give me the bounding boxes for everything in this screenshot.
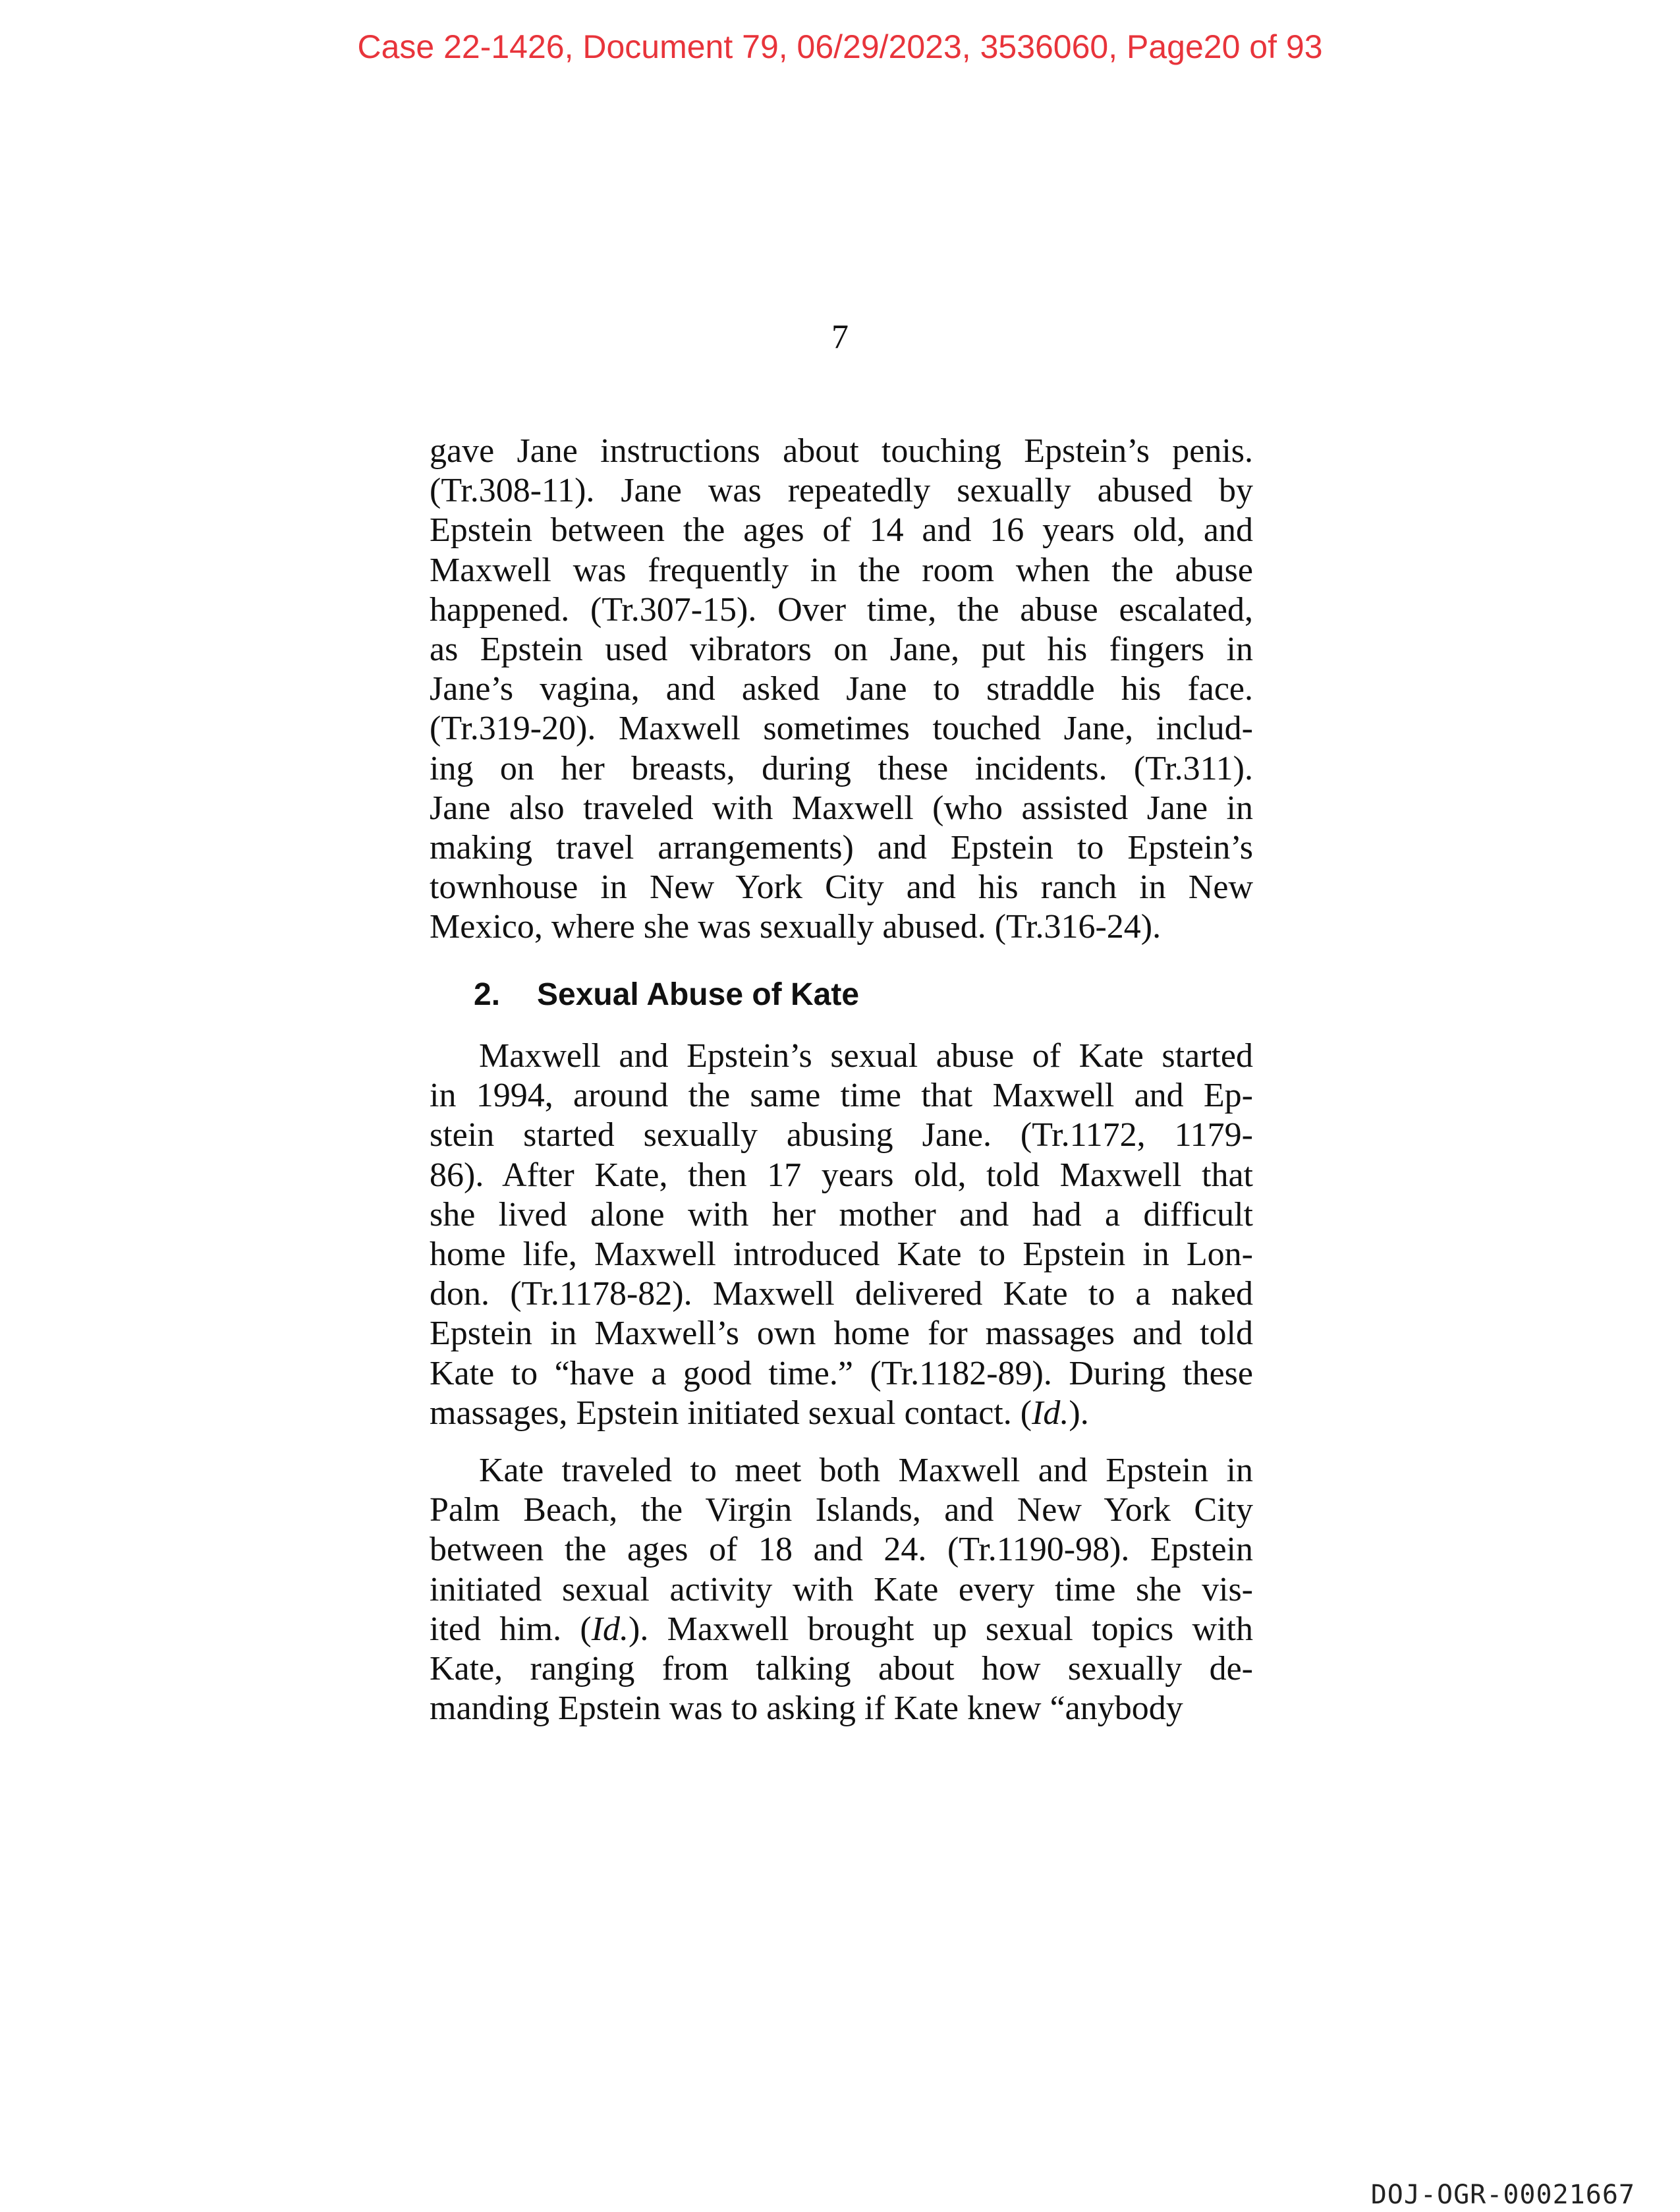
text-line (430, 432, 1253, 471)
text-line (430, 828, 1253, 868)
text-line (430, 1451, 1253, 1490)
text-segment: Epstein in Maxwell’s own home for massages and told (430, 1315, 1253, 1353)
text-line (430, 1274, 1253, 1314)
section-number: 2. (474, 977, 501, 1012)
text-segment: (Tr.319-20). Maxwell sometimes touched Jane, includ- (430, 710, 1253, 748)
text-segment: Maxwell was frequently in the room when the abuse (430, 551, 1253, 589)
text-line (430, 1235, 1253, 1274)
text-line (430, 1314, 1253, 1353)
text-segment: in 1994, around the same time that Maxwell and Ep- (430, 1077, 1253, 1115)
text-line (430, 709, 1253, 749)
text-line (430, 1036, 1253, 1076)
text-line (430, 907, 1253, 947)
section-heading (474, 977, 859, 1013)
text-segment: Kate, ranging from talking about how sexually de- (430, 1649, 1253, 1687)
text-line (430, 1116, 1253, 1155)
text-segment: Jane also traveled with Maxwell (who assisted Jane in (430, 789, 1253, 827)
text-segment: ). Maxwell brought up sexual topics with (629, 1610, 1253, 1648)
text-line (430, 630, 1253, 669)
text-line (430, 1076, 1253, 1116)
text-line (430, 1354, 1253, 1394)
text-segment: between the ages of 18 and 24. (Tr.1190-98). Epstein (430, 1531, 1253, 1569)
text-line (430, 1195, 1253, 1235)
text-line (430, 789, 1253, 828)
text-segment: don. (Tr.1178-82). Maxwell delivered Kate to a naked (430, 1275, 1253, 1313)
text-line (430, 669, 1253, 709)
text-line (430, 868, 1253, 907)
section-title: Sexual Abuse of Kate (537, 977, 860, 1012)
italic-citation: Id. (591, 1610, 629, 1648)
text-line (430, 1530, 1253, 1570)
text-segment: initiated sexual activity with Kate every time she vis- (430, 1570, 1253, 1608)
text-segment: stein started sexually abusing Jane. (Tr.1172, 1179- (430, 1116, 1253, 1154)
text-line (430, 511, 1253, 550)
text-segment: Maxwell and Epstein’s sexual abuse of Kate started (479, 1037, 1253, 1075)
text-segment: ing on her breasts, during these incidents. (Tr.311). (430, 749, 1253, 787)
text-segment: Kate traveled to meet both Maxwell and Epstein in (479, 1452, 1253, 1489)
text-segment: (Tr.308-11). Jane was repeatedly sexually abused by (430, 472, 1253, 510)
text-line (430, 1689, 1253, 1728)
italic-citation: Id. (1032, 1394, 1069, 1432)
text-segment: as Epstein used vibrators on Jane, put his fingers in (430, 630, 1253, 668)
text-segment: manding Epstein was to asking if Kate knew “anybody (430, 1689, 1183, 1728)
paragraph-kate-2 (430, 1451, 1253, 1728)
paragraph-kate-1 (430, 1036, 1253, 1433)
text-line (430, 1570, 1253, 1610)
text-segment: massages, Epstein initiated sexual contact. ( (430, 1394, 1032, 1432)
text-segment: ). (1069, 1394, 1089, 1432)
text-line (430, 1394, 1253, 1433)
text-segment: 86). After Kate, then 17 years old, told Maxwell that (430, 1156, 1253, 1194)
case-header: Case 22-1426, Document 79, 06/29/2023, 3536060, Page20 of 93 (357, 28, 1323, 65)
text-segment: she lived alone with her mother and had a difficult (430, 1195, 1253, 1234)
text-line (430, 551, 1253, 590)
text-segment: townhouse in New York City and his ranch in New (430, 868, 1253, 907)
text-segment: Epstein between the ages of 14 and 16 years old, and (430, 511, 1253, 550)
text-segment: Kate to “have a good time.” (Tr.1182-89). During these (430, 1354, 1253, 1392)
text-line (430, 1490, 1253, 1530)
text-segment: Jane’s vagina, and asked Jane to straddle his face. (430, 670, 1253, 708)
text-line (430, 1649, 1253, 1689)
text-segment: home life, Maxwell introduced Kate to Epstein in Lon- (430, 1235, 1253, 1273)
text-segment: Mexico, where she was sexually abused. (Tr.316-24). (430, 908, 1162, 946)
text-line (430, 1156, 1253, 1195)
paragraph-jane (430, 432, 1253, 947)
text-segment: making travel arrangements) and Epstein to Epstein’s (430, 828, 1253, 866)
text-line (430, 749, 1253, 789)
text-segment: happened. (Tr.307-15). Over time, the abuse escalated, (430, 590, 1253, 629)
text-line (430, 590, 1253, 630)
bates-number: DOJ-OGR-00021667 (1370, 2180, 1635, 2210)
text-segment: Palm Beach, the Virgin Islands, and New York City (430, 1491, 1253, 1529)
page-number: 7 (831, 318, 849, 356)
text-line (430, 471, 1253, 511)
text-segment: gave Jane instructions about touching Epstein’s penis. (430, 432, 1253, 470)
text-line (430, 1610, 1253, 1649)
text-segment: ited him. ( (430, 1610, 592, 1648)
